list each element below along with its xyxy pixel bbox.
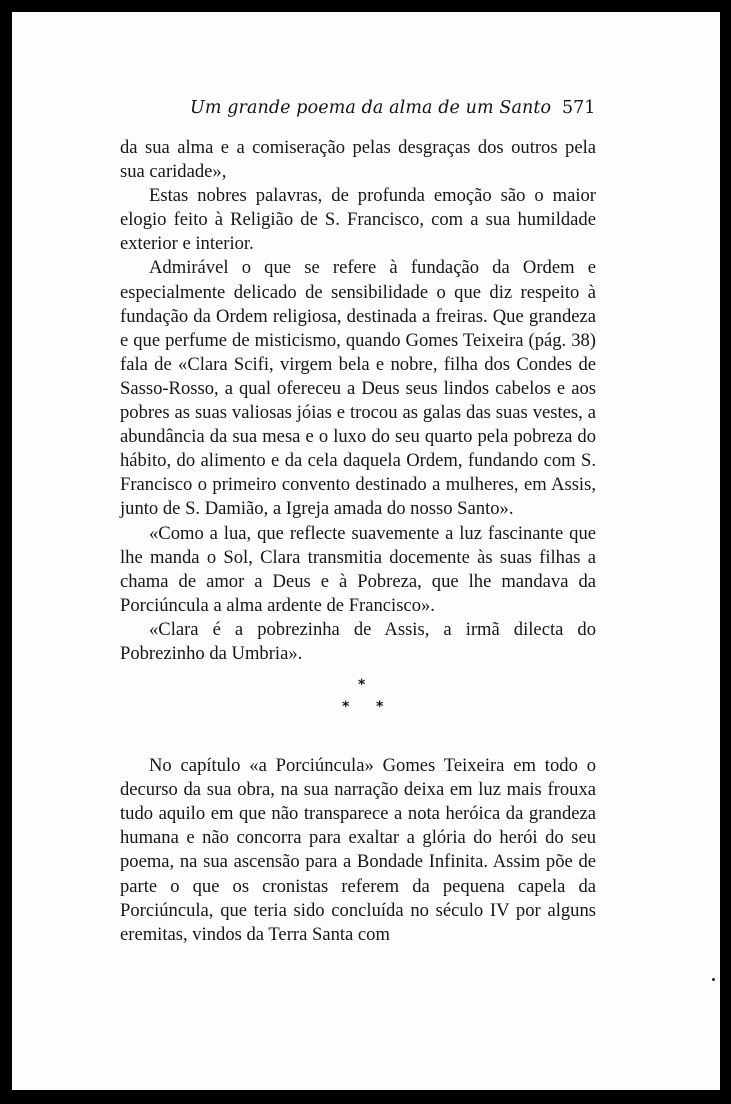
body-text	[120, 136, 596, 947]
running-title: Um grande poema da alma de um Santo	[190, 98, 552, 118]
paragraph: Admirável o que se refere à fundação da Ordem e especialmente delicado de sensibilidade o que diz respeito à fundação da Ordem religiosa, destinada a freiras. Que grandeza e que perfume de misticismo, quando Gomes Teixeira (pág. 38) fala de «Clara Scifi, virgem bela e nobre, filha dos Condes de Sasso-Rosso, a qual ofereceu a Deus seus lindos cabelos e aos pobres as suas valiosas jóias e trocou as galas das suas vestes, a abundância da sua mesa e o luxo do seu quarto pela pobreza do hábito, do alimento e da cela daquela Ordem, fundando com S. Francisco o primeiro convento destinado a mulheres, em Assis, junto de S. Damião, a Igreja amada do nosso Santo».	[120, 257, 596, 520]
asterisk-icon: *	[342, 699, 350, 716]
book-page	[12, 12, 720, 1090]
paragraph: «Clara é a pobrezinha de Assis, a irmã dilecta do Pobrezinho da Umbria».	[120, 618, 596, 664]
asterisk-icon: *	[358, 677, 366, 694]
paragraph-continuation: da sua alma e a comiseração pelas desgraças dos outros pela sua caridade»,	[120, 137, 596, 183]
paragraph: No capítulo «a Porciúncula» Gomes Teixeira em todo o decurso da sua obra, na sua narração deixa em luz mais frouxa tudo aquilo em que não transparece a nota heróica da grandeza humana e não concorra para exaltar a glória do herói do seu poema, na sua ascensão para a Bondade Infinita. Assim põe de parte o que os cronistas referem da pequena capela da Porciúncula, que teria sido concluída no século IV por alguns eremitas, vindos da Terra Santa com	[120, 755, 596, 945]
paragraph: Estas nobres palavras, de profunda emoção são o maior elogio feito à Religião de S. Francisco, com a sua humildade exterior e interior.	[120, 185, 596, 255]
page-number: 571	[562, 98, 596, 118]
page-header	[12, 98, 720, 122]
paragraph: «Como a lua, que reflecte suavemente a luz fascinante que lhe manda o Sol, Clara transmitia docemente às suas filhas a chama de amor a Deus e à Pobreza, que lhe mandava da Porciúncula a alma ardente de Francisco».	[120, 522, 596, 616]
section-break-asterism	[120, 670, 596, 754]
asterisk-icon: *	[376, 699, 384, 716]
print-speck	[712, 978, 715, 981]
